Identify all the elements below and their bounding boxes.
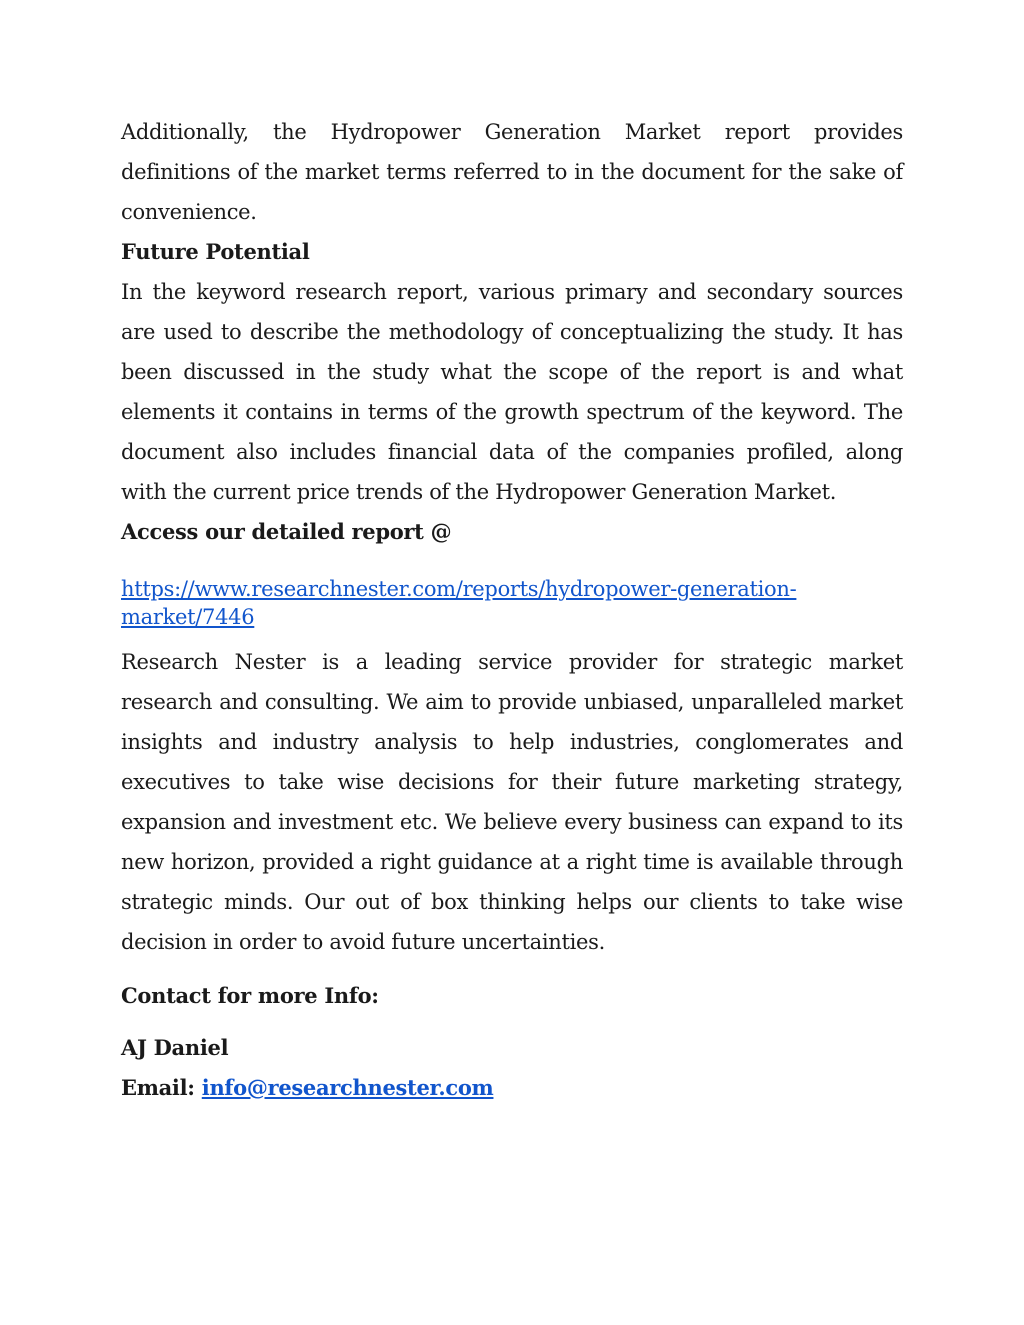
report-url-block [121,576,903,632]
document-page [121,112,903,1108]
about-paragraph: Research Nester is a leading service provider for strategic market research and consulting. We aim to provide unbiased, unparalleled market insights and industry analysis to help industries, conglomerates and executives to take wise decisions for their future marketing strategy, expansion and investment etc. We believe every business can expand to its new horizon, provided a right guidance at a right time is available through strategic minds. Our out of box thinking helps our clients to take wise decision in order to avoid future uncertainties. [121,650,903,954]
access-report-heading: Access our detailed report @ [121,519,452,544]
email-link[interactable]: info@researchnester.com [201,1075,494,1100]
intro-paragraph: Additionally, the Hydropower Generation Market report provides definitions of the market terms referred to in the document for the sake of convenience. [121,120,903,224]
contact-name: AJ Daniel [121,1035,229,1060]
email-label: Email: [121,1075,195,1100]
report-url-link-line1[interactable]: https://www.researchnester.com/reports/hydropower-generation- [121,577,797,601]
report-url-link-line2[interactable]: market/7446 [121,605,255,629]
contact-email-line [121,1068,903,1108]
future-potential-heading: Future Potential [121,239,310,264]
future-potential-paragraph: In the keyword research report, various primary and secondary sources are used to describe the methodology of conceptualizing the study. It has been discussed in the study what the scope of the report is and what elements it contains in terms of the growth spectrum of the keyword. The document also includes financial data of the companies profiled, along with the current price trends of the Hydropower Generation Market. [121,280,903,504]
contact-heading: Contact for more Info: [121,983,379,1008]
